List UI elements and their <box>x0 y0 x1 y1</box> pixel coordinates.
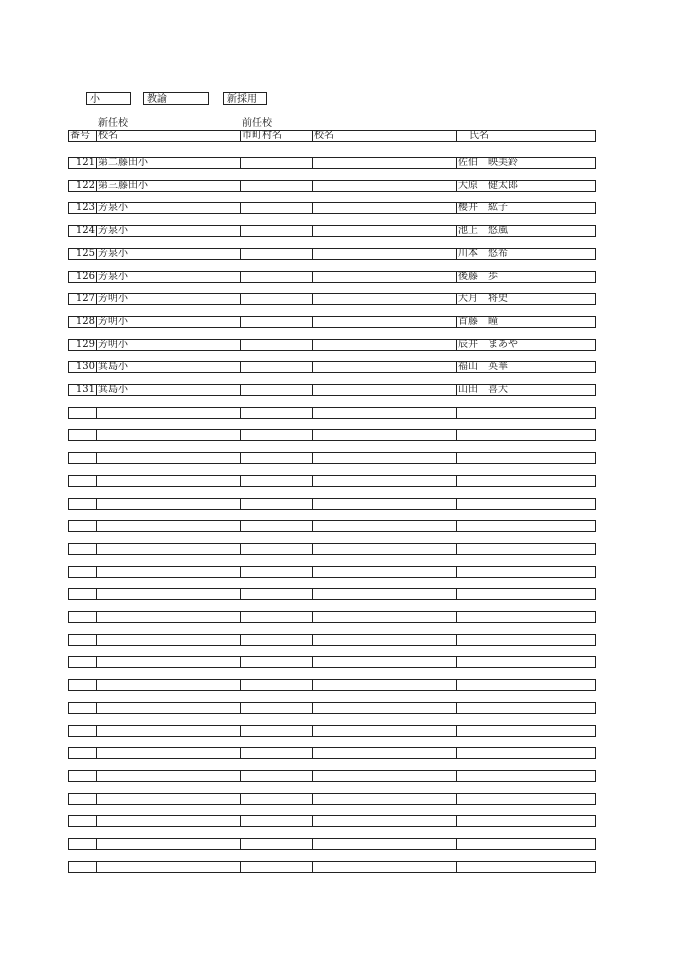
row-prev-school-name <box>314 499 454 509</box>
row-teacher-name <box>458 612 596 622</box>
table-row <box>68 702 596 714</box>
row-school-name: 芳泉小 <box>98 249 128 259</box>
row-school-name <box>98 657 238 667</box>
row-prev-school-name <box>314 771 454 781</box>
row-number: 126 <box>75 272 95 282</box>
table-row <box>68 634 596 646</box>
table-row <box>68 293 596 305</box>
table-row <box>68 566 596 578</box>
row-teacher-name <box>458 703 596 713</box>
row-number <box>69 567 96 577</box>
table-row <box>68 725 596 737</box>
row-teacher-name <box>458 839 596 849</box>
row-municipality <box>242 362 312 372</box>
row-teacher-name <box>458 476 596 486</box>
row-number: 129 <box>75 340 95 350</box>
row-number <box>69 771 96 781</box>
row-teacher-name <box>458 657 596 667</box>
row-number <box>69 748 96 758</box>
row-teacher-name <box>458 544 596 554</box>
row-school-name <box>98 567 238 577</box>
row-number <box>69 839 96 849</box>
row-school-name <box>98 771 238 781</box>
row-prev-school-name <box>314 680 454 690</box>
row-teacher-name <box>458 499 596 509</box>
table-row <box>68 611 596 623</box>
row-prev-school-name <box>314 635 454 645</box>
row-prev-school-name <box>314 181 454 191</box>
row-teacher-name <box>458 748 596 758</box>
row-prev-school-name <box>314 430 454 440</box>
row-municipality <box>242 158 312 168</box>
row-municipality <box>242 521 312 531</box>
table-row <box>68 770 596 782</box>
position-box: 教諭 <box>143 92 209 105</box>
table-row <box>68 361 596 373</box>
row-school-name <box>98 476 238 486</box>
row-prev-school-name <box>314 453 454 463</box>
row-prev-school-name <box>314 703 454 713</box>
row-prev-school-name <box>314 272 454 282</box>
table-row <box>68 498 596 510</box>
row-municipality <box>242 816 312 826</box>
row-teacher-name <box>458 521 596 531</box>
row-teacher-name <box>458 862 596 872</box>
row-school-name <box>98 839 238 849</box>
table-row <box>68 248 596 260</box>
row-teacher-name: 川本 悠希 <box>458 249 508 259</box>
row-number: 130 <box>75 362 95 372</box>
row-number <box>69 680 96 690</box>
row-municipality <box>242 771 312 781</box>
row-teacher-name <box>458 635 596 645</box>
table-row <box>68 656 596 668</box>
row-municipality <box>242 226 312 236</box>
row-number <box>69 612 96 622</box>
row-school-name: 芳明小 <box>98 340 128 350</box>
row-number: 125 <box>75 249 95 259</box>
table-row <box>68 339 596 351</box>
row-municipality <box>242 589 312 599</box>
row-school-name: 芳明小 <box>98 294 128 304</box>
row-number <box>69 544 96 554</box>
row-school-name <box>98 521 238 531</box>
previous-school-group-label: 前任校 <box>242 118 272 129</box>
row-school-name <box>98 612 238 622</box>
row-number: 127 <box>75 294 95 304</box>
table-row <box>68 384 596 396</box>
row-municipality <box>242 567 312 577</box>
row-teacher-name: 後藤 歩 <box>458 272 498 282</box>
row-school-name <box>98 589 238 599</box>
table-row <box>68 588 596 600</box>
row-prev-school-name <box>314 340 454 350</box>
row-municipality <box>242 839 312 849</box>
row-teacher-name: 佐伯 映美鈴 <box>458 158 518 168</box>
row-prev-school-name <box>314 544 454 554</box>
row-teacher-name: 辰井 まあや <box>458 340 518 350</box>
row-number: 123 <box>75 203 95 213</box>
table-row <box>68 747 596 759</box>
row-school-name: 箕島小 <box>98 362 128 372</box>
row-school-name: 芳泉小 <box>98 272 128 282</box>
row-municipality <box>242 181 312 191</box>
row-municipality <box>242 748 312 758</box>
row-municipality <box>242 203 312 213</box>
row-number <box>69 430 96 440</box>
table-row <box>68 793 596 805</box>
row-prev-school-name <box>314 249 454 259</box>
row-municipality <box>242 703 312 713</box>
row-municipality <box>242 385 312 395</box>
table-row <box>68 679 596 691</box>
row-municipality <box>242 726 312 736</box>
row-municipality <box>242 317 312 327</box>
row-prev-school-name <box>314 362 454 372</box>
row-number <box>69 862 96 872</box>
row-prev-school-name <box>314 726 454 736</box>
row-municipality <box>242 544 312 554</box>
row-municipality <box>242 862 312 872</box>
row-teacher-name <box>458 589 596 599</box>
row-school-name: 箕島小 <box>98 385 128 395</box>
row-teacher-name: 櫻井 紘子 <box>458 203 508 213</box>
row-prev-school-name <box>314 476 454 486</box>
table-row <box>68 180 596 192</box>
table-row <box>68 543 596 555</box>
row-municipality <box>242 294 312 304</box>
row-prev-school-name <box>314 657 454 667</box>
level-box: 小 <box>86 92 131 105</box>
table-row <box>68 157 596 169</box>
row-municipality <box>242 680 312 690</box>
row-prev-school-name <box>314 203 454 213</box>
table-row <box>68 316 596 328</box>
row-prev-school-name <box>314 408 454 418</box>
row-teacher-name: 山田 喜大 <box>458 385 508 395</box>
row-school-name <box>98 726 238 736</box>
row-municipality <box>242 657 312 667</box>
row-municipality <box>242 635 312 645</box>
row-number <box>69 657 96 667</box>
row-school-name <box>98 635 238 645</box>
row-municipality <box>242 499 312 509</box>
row-municipality <box>242 249 312 259</box>
column-header-name: 氏名 <box>469 131 489 141</box>
row-number <box>69 589 96 599</box>
row-prev-school-name <box>314 385 454 395</box>
row-prev-school-name <box>314 612 454 622</box>
row-municipality <box>242 476 312 486</box>
row-number <box>69 453 96 463</box>
row-number: 122 <box>75 181 95 191</box>
row-prev-school-name <box>314 294 454 304</box>
table-row <box>68 407 596 419</box>
row-municipality <box>242 430 312 440</box>
table-row <box>68 475 596 487</box>
row-school-name: 芳泉小 <box>98 203 128 213</box>
row-school-name <box>98 453 238 463</box>
column-header-municipality: 市町村名 <box>242 131 282 141</box>
table-row <box>68 838 596 850</box>
row-number <box>69 476 96 486</box>
table-row <box>68 225 596 237</box>
row-teacher-name: 首藤 瞳 <box>458 317 498 327</box>
row-school-name <box>98 408 238 418</box>
row-teacher-name <box>458 816 596 826</box>
row-school-name <box>98 544 238 554</box>
row-prev-school-name <box>314 794 454 804</box>
row-prev-school-name <box>314 226 454 236</box>
column-header-school-name: 校名 <box>98 131 118 141</box>
row-municipality <box>242 272 312 282</box>
row-number <box>69 521 96 531</box>
table-row <box>68 429 596 441</box>
row-number: 131 <box>75 385 95 395</box>
row-school-name <box>98 703 238 713</box>
category-box: 新採用 <box>223 92 267 105</box>
row-prev-school-name <box>314 589 454 599</box>
row-teacher-name <box>458 430 596 440</box>
row-number <box>69 499 96 509</box>
row-number <box>69 816 96 826</box>
row-municipality <box>242 794 312 804</box>
row-municipality <box>242 408 312 418</box>
row-prev-school-name <box>314 839 454 849</box>
row-number <box>69 726 96 736</box>
row-teacher-name: 福山 英華 <box>458 362 508 372</box>
row-teacher-name: 池上 悠風 <box>458 226 508 236</box>
row-number <box>69 408 96 418</box>
row-teacher-name <box>458 771 596 781</box>
row-number: 128 <box>75 317 95 327</box>
table-row <box>68 861 596 873</box>
row-school-name <box>98 680 238 690</box>
row-school-name: 芳泉小 <box>98 226 128 236</box>
table-row <box>68 452 596 464</box>
row-school-name <box>98 430 238 440</box>
row-teacher-name <box>458 567 596 577</box>
row-school-name <box>98 794 238 804</box>
row-school-name <box>98 862 238 872</box>
row-teacher-name <box>458 453 596 463</box>
row-number <box>69 635 96 645</box>
row-number <box>69 703 96 713</box>
row-municipality <box>242 612 312 622</box>
column-header-number: 番号 <box>70 131 90 141</box>
row-school-name <box>98 499 238 509</box>
row-prev-school-name <box>314 862 454 872</box>
new-school-group-label: 新任校 <box>98 118 128 129</box>
row-teacher-name: 大原 健太郎 <box>458 181 518 191</box>
row-school-name <box>98 816 238 826</box>
row-number: 121 <box>75 158 95 168</box>
row-number <box>69 794 96 804</box>
row-school-name: 第二藤田小 <box>98 158 148 168</box>
table-row <box>68 520 596 532</box>
column-header-prev-school-name: 校名 <box>314 131 334 141</box>
row-prev-school-name <box>314 748 454 758</box>
table-row <box>68 271 596 283</box>
row-teacher-name <box>458 680 596 690</box>
row-prev-school-name <box>314 521 454 531</box>
table-row <box>68 815 596 827</box>
row-prev-school-name <box>314 567 454 577</box>
row-teacher-name <box>458 794 596 804</box>
row-school-name: 芳明小 <box>98 317 128 327</box>
row-teacher-name <box>458 408 596 418</box>
table-row <box>68 202 596 214</box>
row-municipality <box>242 340 312 350</box>
column-header-row <box>68 130 596 142</box>
row-prev-school-name <box>314 158 454 168</box>
row-teacher-name: 大月 将史 <box>458 294 508 304</box>
row-school-name: 第三藤田小 <box>98 181 148 191</box>
row-school-name <box>98 748 238 758</box>
row-prev-school-name <box>314 816 454 826</box>
row-municipality <box>242 453 312 463</box>
row-number: 124 <box>75 226 95 236</box>
row-teacher-name <box>458 726 596 736</box>
row-prev-school-name <box>314 317 454 327</box>
